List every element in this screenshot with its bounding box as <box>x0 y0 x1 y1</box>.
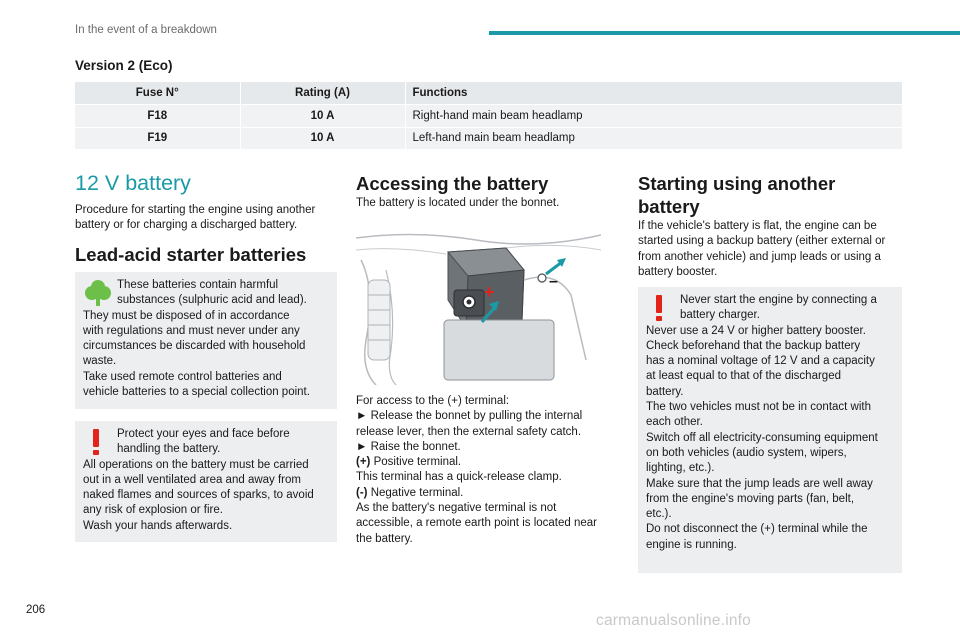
fuse-number-cell: F18 <box>75 105 240 128</box>
text-line: battery. <box>646 385 684 398</box>
text-line: Take used remote control batteries and <box>83 370 282 383</box>
heading-line: battery <box>638 196 700 217</box>
text-line: Switch off all electricity-consuming equipment <box>646 431 878 444</box>
section-heading-12v-battery: 12 V battery <box>75 171 191 195</box>
battery-location-text: The battery is located under the bonnet. <box>356 197 560 209</box>
header-accent-bar <box>489 31 960 35</box>
fuse-table <box>75 82 902 150</box>
tree-icon <box>83 278 117 308</box>
heading-line: Starting using another <box>638 173 836 194</box>
warning-note-battery-handling <box>75 421 337 542</box>
text-line: with regulations and must never under any <box>83 324 300 337</box>
warning-note-jump-start <box>638 287 902 573</box>
jump-start-intro <box>638 219 902 280</box>
battery-illustration <box>356 220 601 385</box>
function-cell: Left-hand main beam headlamp <box>405 127 902 150</box>
text-line: naked flames and sources of sparks, to avoid <box>83 489 314 502</box>
text-line: Do not disconnect the (+) terminal while the <box>646 523 868 536</box>
warning-icon <box>83 427 117 457</box>
negative-terminal-label: – <box>549 273 558 290</box>
text-line: the battery. <box>356 532 413 545</box>
text-line: at least equal to that of the discharged <box>646 370 841 383</box>
positive-terminal-label: + <box>484 282 495 302</box>
text-line: battery booster. <box>638 265 718 278</box>
text-line: has a nominal voltage of 12 V and a capacity <box>646 355 875 368</box>
text-span: Negative terminal. <box>367 486 464 499</box>
step-line: ► Release the bonnet by pulling the internal <box>356 410 583 423</box>
fuse-number-cell: F19 <box>75 127 240 150</box>
section-heading-accessing-battery: Accessing the battery <box>356 173 549 194</box>
table-row <box>75 127 902 150</box>
text-line: started using a backup battery (either external or <box>638 235 886 248</box>
negative-symbol: (-) <box>356 486 368 499</box>
text-line: any risk of explosion or fire. <box>83 504 223 517</box>
text-line: handling the battery. <box>117 443 221 456</box>
text-line: Make sure that the jump leads are well away <box>646 477 873 490</box>
fuse-table-header-row <box>75 82 902 105</box>
text-line: These batteries contain harmful <box>117 279 279 291</box>
text-line: This terminal has a quick-release clamp. <box>356 471 562 484</box>
text-line: Never start the engine by connecting a <box>680 294 877 306</box>
text-line: Check beforehand that the backup battery <box>646 339 861 352</box>
text-line: engine is running. <box>646 538 737 551</box>
text-span: Positive terminal. <box>370 456 462 469</box>
column-header: Rating (A) <box>240 82 405 105</box>
text-line: from the engine's moving parts (fan, belt, <box>646 492 855 505</box>
text-line: Wash your hands afterwards. <box>83 519 233 532</box>
running-header: In the event of a breakdown <box>75 24 217 36</box>
text-line: If the vehicle's battery is flat, the engine can be <box>638 220 877 232</box>
subheading-lead-acid: Lead-acid starter batteries <box>75 244 307 265</box>
positive-symbol: (+) <box>356 456 371 469</box>
section-heading-starting-another-battery <box>638 172 835 218</box>
text-line: circumstances be discarded with household <box>83 340 306 353</box>
text-line: Procedure for starting the engine using another <box>75 204 316 216</box>
text-line: from another vehicle) and jump leads or using a <box>638 250 881 263</box>
column-header: Fuse N° <box>75 82 240 105</box>
step-line: ► Raise the bonnet. <box>356 440 461 453</box>
fuse-table-title: Version 2 (Eco) <box>75 58 173 73</box>
text-line: release lever, then the external safety catch. <box>356 425 582 438</box>
text-line: The two vehicles must not be in contact with <box>646 401 871 414</box>
battery-access-steps <box>356 394 618 547</box>
text-line: each other. <box>646 416 703 429</box>
negative-terminal-line <box>356 486 618 501</box>
column-header: Functions <box>405 82 902 105</box>
text-line: out in a well ventilated area and away from <box>83 473 301 486</box>
text-line: battery or for charging a discharged battery. <box>75 219 298 232</box>
text-line: As the battery's negative terminal is not <box>356 502 557 515</box>
text-line: waste. <box>83 355 117 368</box>
warning-icon <box>646 293 680 323</box>
positive-terminal-line <box>356 455 618 470</box>
battery-intro <box>75 203 335 234</box>
rating-cell: 10 A <box>240 105 405 128</box>
text-line: Never use a 24 V or higher battery booster. <box>646 324 866 337</box>
table-row <box>75 105 902 128</box>
eco-note <box>75 272 337 409</box>
text-line: vehicle batteries to a special collection point. <box>83 386 310 399</box>
text-line: substances (sulphuric acid and lead). <box>117 294 307 307</box>
rating-cell: 10 A <box>240 127 405 150</box>
page-number: 206 <box>26 604 46 616</box>
text-line: They must be disposed of in accordance <box>83 309 290 322</box>
text-line: battery charger. <box>680 309 760 322</box>
text-line: Protect your eyes and face before <box>117 428 290 440</box>
text-line: All operations on the battery must be carried <box>83 458 309 471</box>
watermark: carmanualsonline.info <box>596 612 751 629</box>
text-line: etc.). <box>646 508 672 521</box>
text-line: lighting, etc.). <box>646 462 715 475</box>
text-line: on both vehicles (audio system, wipers, <box>646 446 847 459</box>
text-line: accessible, a remote earth point is located near <box>356 517 597 530</box>
function-cell: Right-hand main beam headlamp <box>405 105 902 128</box>
text-line: For access to the (+) terminal: <box>356 395 510 407</box>
